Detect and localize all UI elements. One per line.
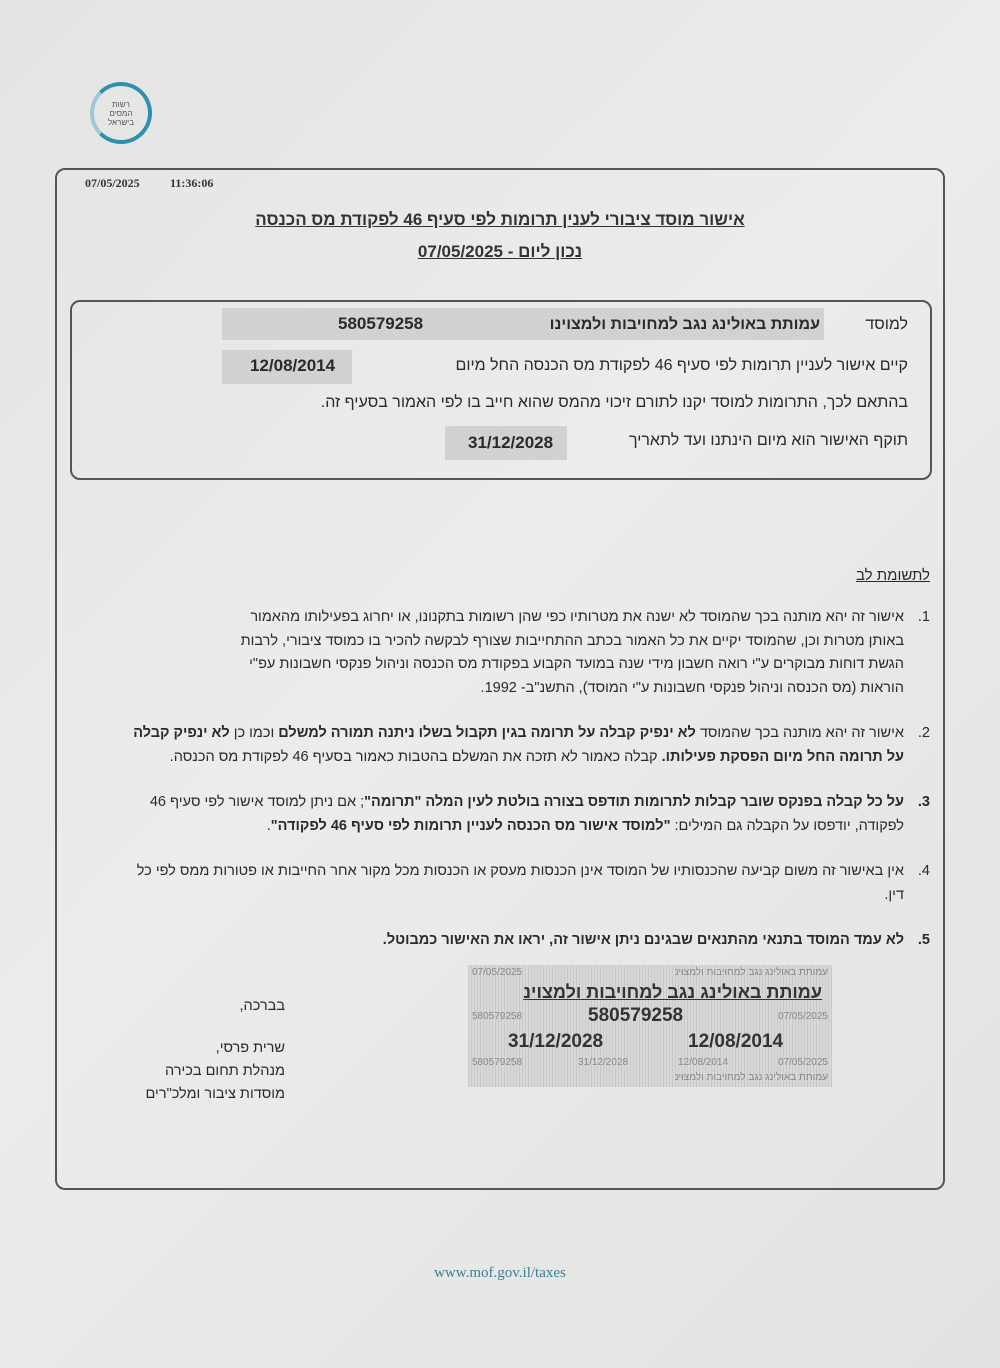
note-line: אישור זה יהא מותנה בכך שהמוסד לא ישנה את מטרותיו כפי שהן רשומות בתקנונו, או יחרוג בפעילותו מהאמור <box>250 609 904 625</box>
item-number: 3. <box>917 794 930 810</box>
note-bold: לא ינפיק קבלה על תרומה החל מיום הפסקת פעילותו. <box>133 725 904 765</box>
consequence-text: בהתאם לכך, התרומות למוסד יקנו לתורם זיכוי מהמס שהוא חייב בו לפי האמור בסעיף זה. <box>320 394 908 411</box>
seal-from-date: 12/08/2014 <box>688 1030 784 1052</box>
seal-bg-text: עמותת באולינג נגב למחויבות ולמצוינ <box>674 966 828 978</box>
seal-to-date: 31/12/2028 <box>508 1030 604 1052</box>
logo-text: רשות המסים בישראל <box>107 99 135 127</box>
note-item-4 <box>70 860 930 907</box>
institution-id: 580579258 <box>338 314 424 333</box>
item-number: 5. <box>917 932 930 948</box>
signer-name: שרית פרסי, <box>215 1039 285 1056</box>
validity-text: תוקף האישור הוא מיום הינתנו ועד לתאריך <box>629 432 908 449</box>
note-body <box>70 606 904 700</box>
note-text: קבלה כאמור לא תזכה את המשלם בהטבות כאמור בסעיף 46 לפקודת מס הכנסה. <box>169 748 662 765</box>
item-number: 1. <box>917 609 930 625</box>
note-body <box>70 722 904 769</box>
note-line: באותן מטרות וכן, שהמוסד יקיים את כל האמור בכתב ההתחייבות שצורף לבקשה להכיר בו כמוסד ציבורי, לרבות <box>240 632 904 649</box>
signature-block <box>146 1037 285 1106</box>
item-number: 4. <box>917 863 930 879</box>
signer-role: מנהלת תחום בכירה <box>165 1062 285 1079</box>
institution-name: עמותת באולינג נגב למחויבות ולמצוינו <box>549 316 820 333</box>
footer-url[interactable]: www.mof.gov.il/taxes <box>434 1265 566 1281</box>
seal-bg-text: 07/05/2025 <box>777 1010 828 1022</box>
note-line: הגשת דוחות מבוקרים ע"י רואה חשבון מידי שנה במועד הקבוע בפקודת מס הכנסה וניהול פנקסי חשבונות עפ"י <box>249 656 904 672</box>
verification-seal <box>468 965 832 1087</box>
item-number: 2. <box>917 725 930 741</box>
print-time: 11:36:06 <box>170 176 214 190</box>
seal-bg-text: 07/05/2025 <box>472 966 523 978</box>
seal-id: 580579258 <box>588 1004 684 1026</box>
note-line: הוראות (מס הכנסה וניהול פנקסי חשבונות ע"י המוסד), התשנ"ב- 1992. <box>480 679 904 696</box>
seal-bg-text: 07/05/2025 <box>777 1056 828 1068</box>
seal-bg-text: 580579258 <box>472 1056 523 1068</box>
print-date: 07/05/2025 <box>85 176 140 190</box>
note-item-3 <box>70 791 930 838</box>
signature-greeting: בברכה, <box>239 997 285 1014</box>
notes-heading: לתשומת לב <box>855 567 930 584</box>
seal-name: עמותת באולינג נגב למחויבות ולמצוינ <box>523 981 822 1002</box>
note-bold: לא ינפיק קבלה על תרומה בגין תקבול בשלו ניתנה תמורה למשלם <box>278 725 696 741</box>
note-bold: על כל קבלה בפנקס שובר קבלות לתרומות תודפס בצורה בולטת לעין המלה "תרומה" <box>364 794 904 810</box>
note-text: אישור זה יהא מותנה בכך שהמוסד <box>695 725 904 741</box>
seal-bg-text: 580579258 <box>472 1010 523 1022</box>
note-item-1 <box>70 606 930 700</box>
note-item-5 <box>70 929 930 953</box>
approval-text: קיים אישור לעניין תרומות לפי סעיף 46 לפקודת מס הכנסה החל מיום <box>455 357 908 374</box>
note-bold: "למוסד אישור מס הכנסה לעניין תרומות לפי סעיף 46 לפקודה" <box>270 817 671 834</box>
notes-list <box>70 606 930 1105</box>
tax-authority-logo <box>90 82 152 144</box>
page-subtitle: נכון ליום - 07/05/2025 <box>417 242 583 261</box>
from-date: 12/08/2014 <box>250 356 336 375</box>
institution-label: למוסד <box>865 316 908 333</box>
seal-bg-text: עמותת באולינג נגב למחויבות ולמצוינ <box>674 1071 828 1083</box>
seal-bg-text: 12/08/2014 <box>678 1056 729 1068</box>
note-item-2 <box>70 722 930 769</box>
note-body: אין באישור זה משום קביעה שהכנסותיו של המוסד אינן הכנסות מעסק או הכנסות מכל מקור אחר החייבות או פטורות ממס לפי כל דין. <box>136 863 904 903</box>
note-text: ; אם ניתן למוסד אישור לפי סעיף 46 לפקודה, יודפסו על הקבלה גם המילים: <box>149 794 904 834</box>
closing-section <box>70 965 930 1105</box>
note-text: . <box>266 817 271 834</box>
signer-department: מוסדות ציבור ומלכ"רים <box>145 1085 285 1102</box>
to-date: 31/12/2028 <box>468 433 554 452</box>
seal-bg-text: 31/12/2028 <box>578 1056 629 1068</box>
note-body: לא עמד המוסד בתנאי מהתנאים שבגינם ניתן אישור זה, יראו את האישור כמבוטל. <box>382 932 904 948</box>
note-body <box>70 791 904 838</box>
page-title: אישור מוסד ציבורי לענין תרומות לפי סעיף 46 לפקודת מס הכנסה <box>255 210 745 229</box>
note-text: וכמו כן <box>229 725 279 741</box>
